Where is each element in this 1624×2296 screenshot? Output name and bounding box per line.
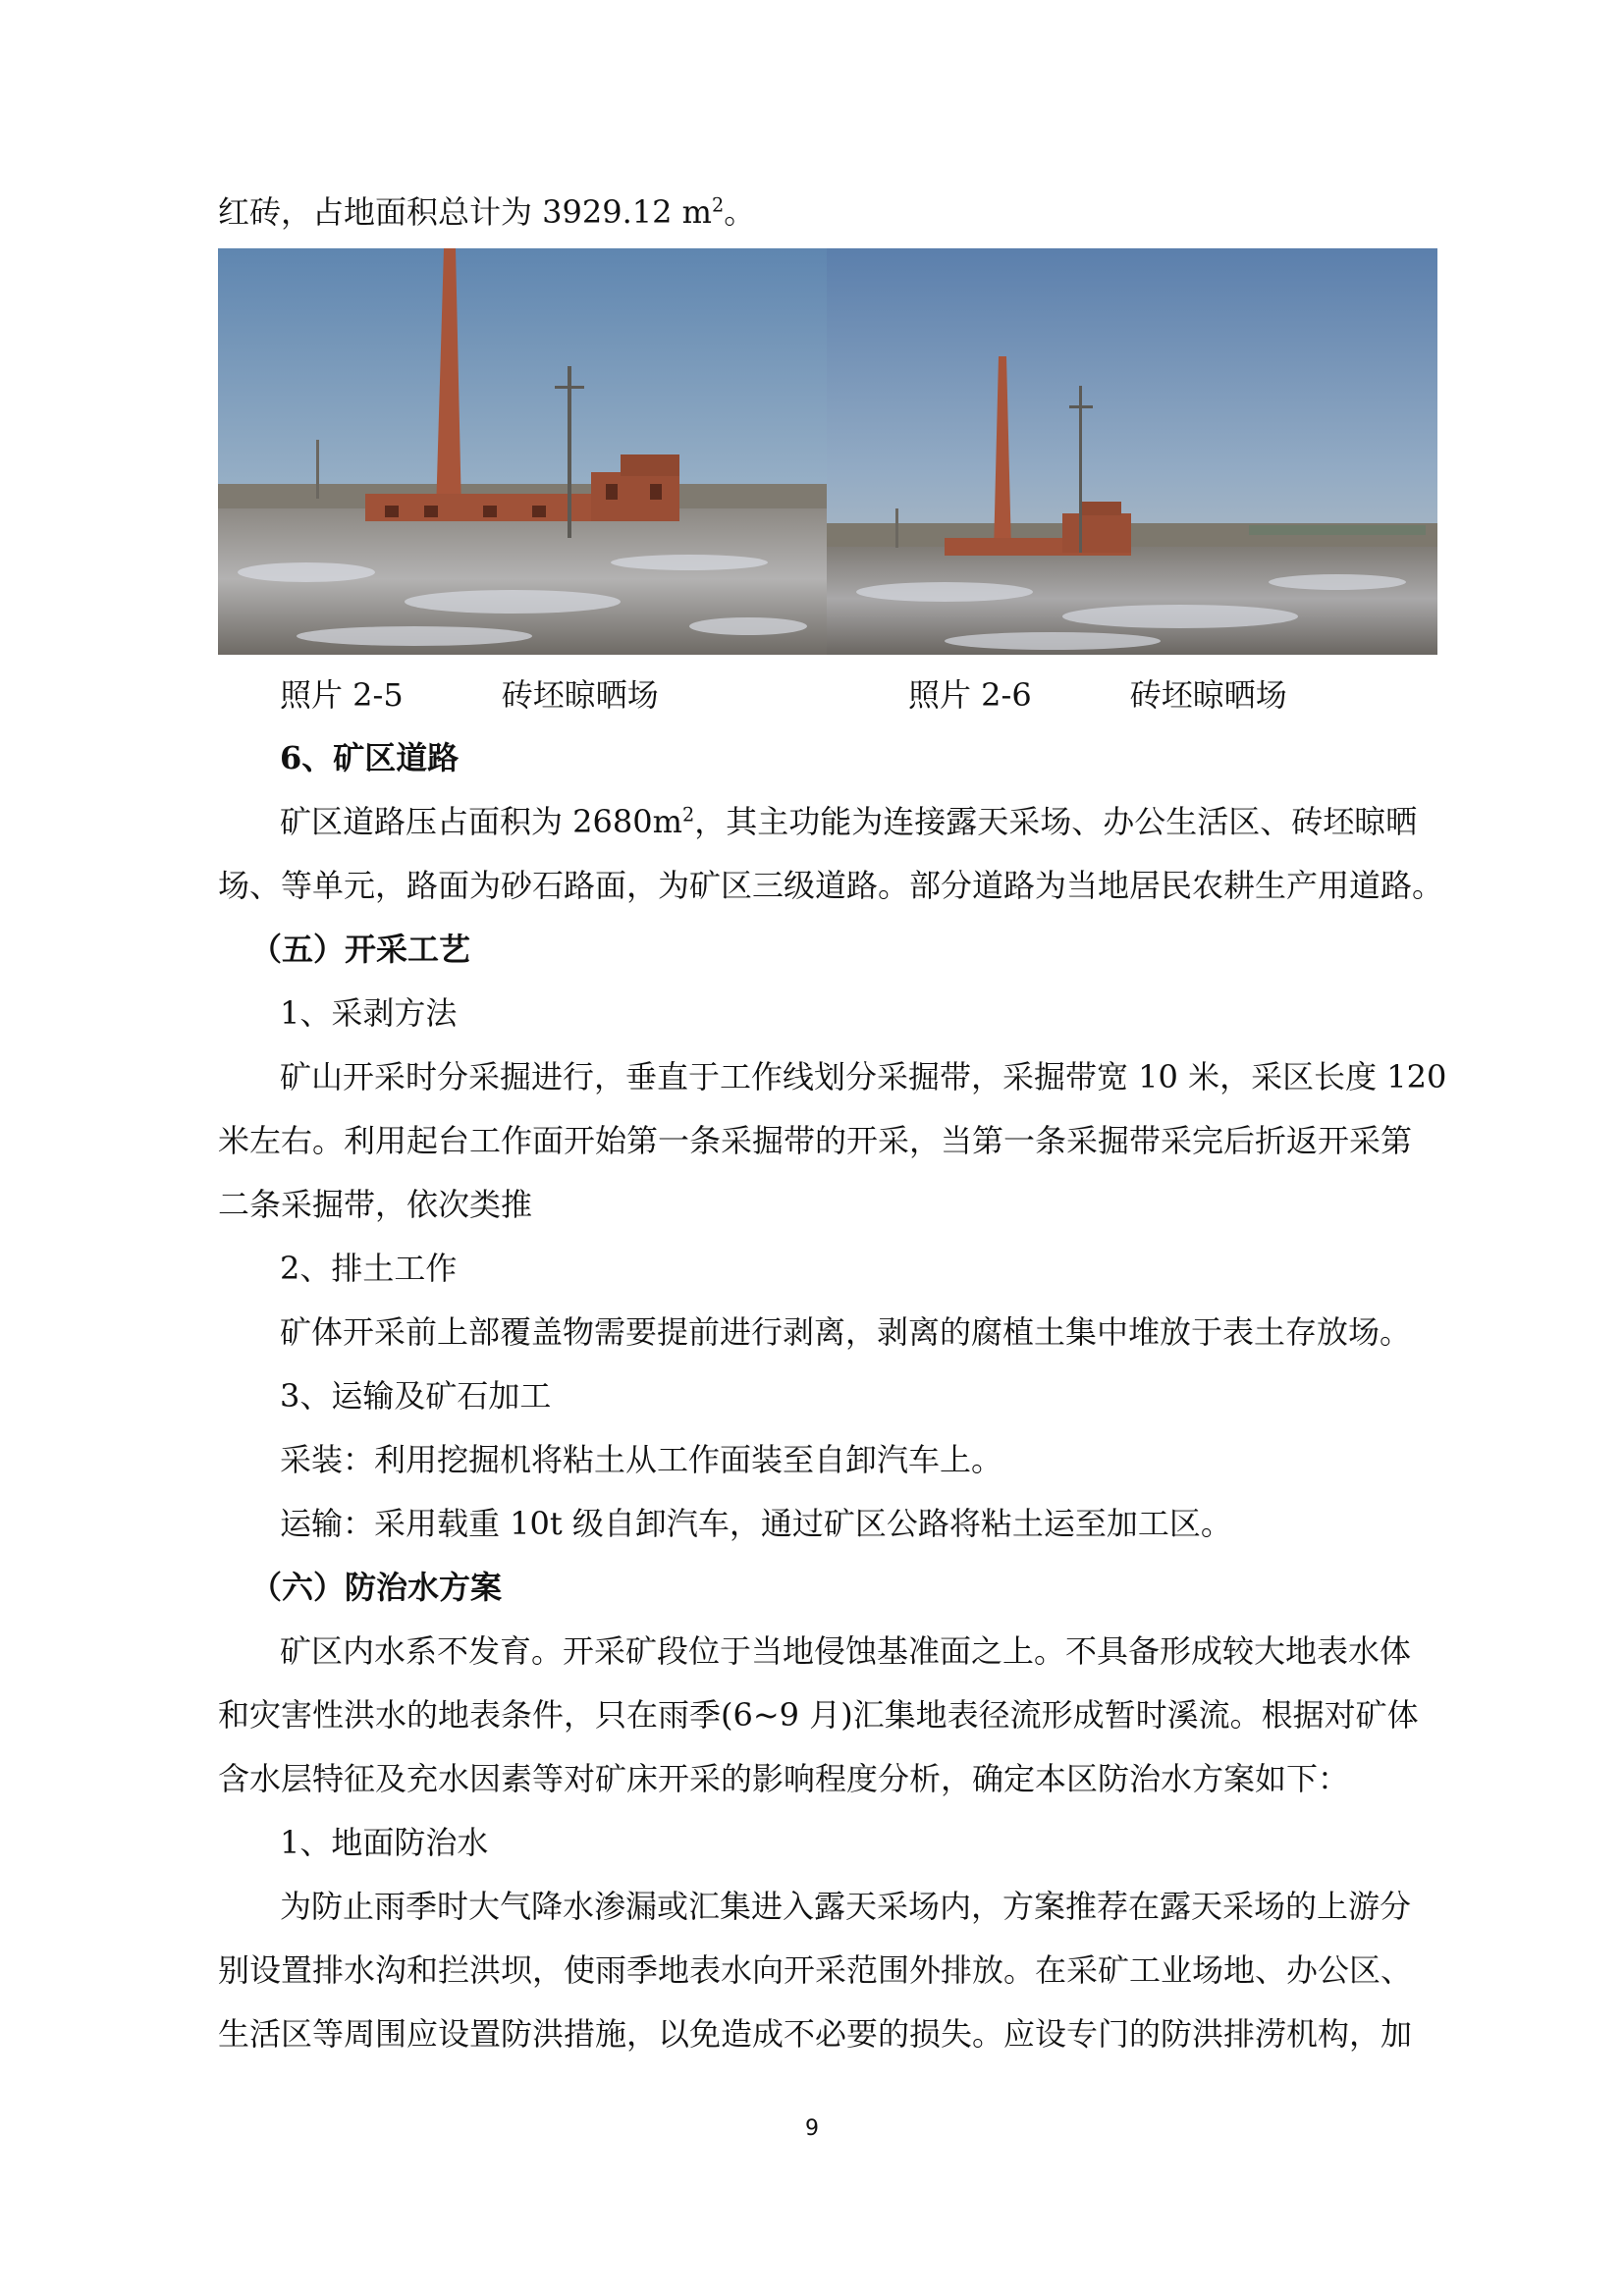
paragraph-line: 二条采掘带，依次类推: [218, 1186, 533, 1223]
paragraph-line: 生活区等周围应设置防洪措施，以免造成不必要的损失。应设专门的防洪排涝机构，加: [218, 2015, 1413, 2053]
paragraph-line: 运输：采用载重 10t 级自卸汽车，通过矿区公路将粘土运至加工区。: [280, 1505, 1232, 1542]
subheading: 1、采剥方法: [280, 994, 458, 1032]
subheading: 1、地面防治水: [280, 1824, 489, 1861]
paragraph-line: 采装：利用挖掘机将粘土从工作面装至自卸汽车上。: [280, 1441, 1003, 1478]
text-line: 红砖，占地面积总计为 3929.12 $m^2$。: [218, 193, 756, 231]
paragraph-line: 为防止雨季时大气降水渗漏或汇集进入露天采场内，方案推荐在露天采场的上游分: [280, 1888, 1412, 1925]
photo-brick-drying-yard-2: [827, 248, 1437, 655]
paragraph-line: 矿山开采时分采掘进行，垂直于工作线划分采掘带，采掘带宽 10 米，采区长度 120: [280, 1058, 1447, 1095]
photo-caption-2: 照片 2-6 砖坯晾晒场: [908, 676, 1287, 714]
page-number: 9: [805, 2116, 819, 2141]
subheading: 2、排土工作: [280, 1250, 458, 1287]
paragraph-line: 别设置排水沟和拦洪坝，使雨季地表水向开采范围外排放。在采矿工业场地、办公区、: [218, 1951, 1413, 1989]
photo-caption-1: 照片 2-5 砖坯晾晒场: [280, 676, 659, 714]
paragraph-line: 矿体开采前上部覆盖物需要提前进行剥离，剥离的腐植土集中堆放于表土存放场。: [280, 1313, 1412, 1351]
paragraph-line: 场、等单元，路面为砂石路面，为矿区三级道路。部分道路为当地居民农耕生产用道路。: [218, 867, 1444, 904]
section-heading: （五）开采工艺: [250, 931, 471, 968]
paragraph-line: 和灾害性洪水的地表条件，只在雨季(6~9 月)汇集地表径流形成暂时溪流。根据对矿体: [218, 1696, 1419, 1734]
section-heading: （六）防治水方案: [250, 1569, 503, 1606]
subheading: 3、运输及矿石加工: [280, 1377, 552, 1415]
paragraph-line: 米左右。利用起台工作面开始第一条采掘带的开采，当第一条采掘带采完后折返开采第: [218, 1122, 1413, 1159]
paragraph-line: 矿区内水系不发育。开采矿段位于当地侵蚀基准面之上。不具备形成较大地表水体: [280, 1632, 1412, 1670]
paragraph-line: 矿区道路压占面积为 $2680m^2$，其主功能为连接露天采场、办公生活区、砖坯晾晒: [280, 803, 1418, 840]
photo-brick-drying-yard-1: [218, 248, 827, 655]
section-heading: 6、矿区道路: [280, 739, 460, 776]
paragraph-line: 含水层特征及充水因素等对矿床开采的影响程度分析，确定本区防治水方案如下：: [218, 1760, 1350, 1797]
